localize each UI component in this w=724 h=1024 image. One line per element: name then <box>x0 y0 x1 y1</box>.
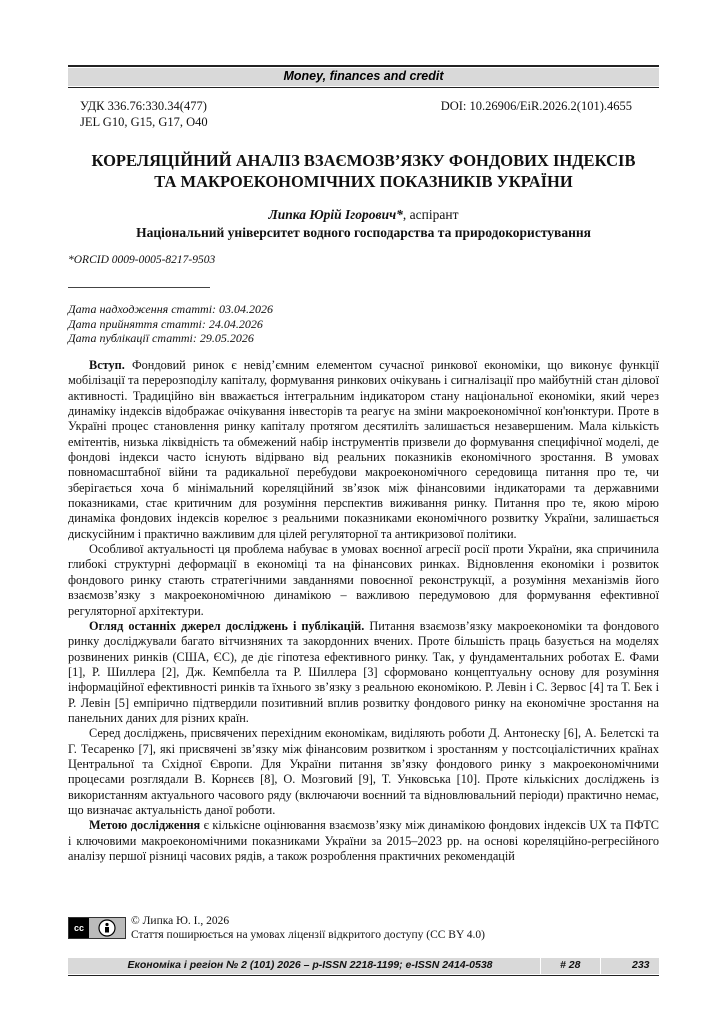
by-icon <box>89 919 125 937</box>
jel-code: JEL G10, G15, G17, O40 <box>80 115 208 129</box>
date-accepted: Дата прийняття статті: 24.04.2026 <box>68 316 263 331</box>
article-body <box>68 358 659 864</box>
title-line-2: ТА МАКРОЕКОНОМІЧНИХ ПОКАЗНИКІВ УКРАЇНИ <box>154 172 573 191</box>
cc-by-license-icon[interactable] <box>68 917 126 939</box>
heading-introduction: Вступ. <box>89 358 125 372</box>
date-published: Дата публікації статті: 29.05.2026 <box>68 331 254 345</box>
license-text <box>131 914 485 942</box>
doi[interactable]: DOI: 10.26906/EiR.2026.2(101).4655 <box>440 99 632 113</box>
section-title: Money, finances and credit <box>283 69 444 83</box>
paragraph-text: Фондовий ринок є невід’ємним елементом сучасної ринкової економіки, що виконує функції мобілізації та перерозподілу капіталу, формування ринкових очікувань і сигналізації про майбутній стан ділової активності. Традиційно він вважається інтегральним індикатором стану національної економіки, який через динаміку індексів відображає очікування інвесторів та реагує на зміни макроекономічної кон'юнктури. Проте в Україні процес становлення ринку капіталу протягом десятиліть залишається незавершеним. Мала кількість емітентів, низька ліквідність та обмежений набір інструментів призвели до формування специфічної моделі, де фондові індекси часто існують відірвано від реальних показників економічного зростання. В умовах повномасштабної війни та радикальної перебудови макроекономічного середовища питання про те, чи зберігається хоча б мінімальний кореляційний зв’язок між фінансовими індикаторами та державними показниками, стає критичним для розуміння перспектив виживання ринку. Питання про те, якою мірою динаміка фондових індексів корелює з реальними показниками економічного розвитку України, залишається дискусійним і практично важливим для цілей регуляторної та антикризової політики. <box>68 358 659 541</box>
heading-aim: Метою дослідження <box>89 818 201 833</box>
paragraph-relevance: Особливої актуальності ця проблема набуває в умовах воєнної агресії росії проти України, яка спричинила глибокі структурні деформації в економіці та на фінансових ринках. Відновлення економіки і розвиток фондового ринку стають стратегічними завданнями повоєнної реконструкції, а розуміння механізмів його взаємозв’язку з макроекономічною динамікою – важливою передумовою для формування ефективної регуляторної архітектури. <box>68 542 659 618</box>
article-dates <box>68 302 273 346</box>
header-rule-bottom <box>68 87 659 88</box>
date-received: Дата надходження статті: 03.04.2026 <box>68 302 274 316</box>
paragraph-text: є кількісне оцінювання взаємозв’язку між динамікою фондових індексів UX та ПФТС і ключовими макроекономічними показниками України за 2015–2023 рр. на основі кореляційно-регресійного аналізу першої різниці часових рядів, а також розроблення практичних рекомендацій <box>68 818 659 863</box>
footnote-rule <box>68 287 210 288</box>
page-number: 233 <box>632 959 650 971</box>
copyright: © Липка Ю. І., 2026 <box>131 915 230 927</box>
person-icon <box>98 919 116 937</box>
journal-info: Економіка і регіон № 2 (101) 2026 – p-ISSN 2218-1199; e-ISSN 2414-0538 <box>127 959 493 971</box>
header-rule-top <box>68 65 659 67</box>
heading-literature-review: Огляд останніх джерел досліджень і публікацій. <box>89 618 365 633</box>
classification-codes <box>80 98 208 130</box>
author-name: Липка Юрій Ігорович* <box>268 207 403 222</box>
footer-rule <box>68 975 659 976</box>
cc-icon: cc <box>69 918 89 938</box>
paragraph-aim <box>68 818 659 864</box>
paragraph-introduction <box>68 358 659 542</box>
issue-number: # 28 <box>560 959 581 971</box>
author-degree: , аспірант <box>402 207 459 222</box>
paragraph-transition-economies: Серед досліджень, присвячених перехідним економікам, виділяють роботи Д. Антонеску [6], А. Белетскі та Г. Тесаренко [7], які присвячені зв’язку між фінансовим розвитком і зростанням у постсоціалістичних країнах Центральної та Східної Європи. Для України питання зв’язку фондового ринку з макроекономічними процесами розглядали В. Корнєєв [8], О. Мозговий [9], Т. Унковська [10]. Проте кількісних досліджень із використанням актуального часового ряду (включаючи воєнний та відновлювальний періоди) практично немає, що визначає актуальність даної роботи. <box>68 726 659 817</box>
article-title <box>68 150 659 192</box>
paragraph-text: Питання взаємозв’язку макроекономіки та фондового ринку досліджували багато вітчизняних та закордонних вчених. Проте більшість праць базується на моделях розвинених ринків (США, ЄС), де діє гіпотеза ефективного ринку. Так, у фундаментальних роботах Е. Фами [1], Р. Шиллера [2], Дж. Кемпбелла та Р. Шиллера [3] сформовано концептуальну основу для розуміння інформаційної ефективності ринків та їхнього зв’язку з реальною економікою. Р. Левін і С. Зервос [4] та Т. Бек і Р. Левін [5] емпірично підтвердили позитивний вплив розвитку фондового ринку на економічне зростання на панельних даних для різних країн. <box>68 618 659 725</box>
orcid[interactable]: *ORCID 0009-0005-8217-9503 <box>68 254 216 266</box>
title-line-1: КОРЕЛЯЦІЙНИЙ АНАЛІЗ ВЗАЄМОЗВ’ЯЗКУ ФОНДОВИХ ІНДЕКСІВ <box>91 151 636 170</box>
license-statement: Стаття поширюється на умовах ліцензії відкритого доступу (CC BY 4.0) <box>131 929 485 941</box>
section-header <box>68 68 659 86</box>
footer-divider <box>540 958 541 974</box>
footer-divider <box>600 958 601 974</box>
paragraph-literature-review <box>68 619 659 726</box>
udc-code: УДК 336.76:330.34(477) <box>80 99 207 113</box>
affiliation: Національний університет водного господарства та природокористування <box>136 225 591 240</box>
author-line <box>68 206 659 224</box>
